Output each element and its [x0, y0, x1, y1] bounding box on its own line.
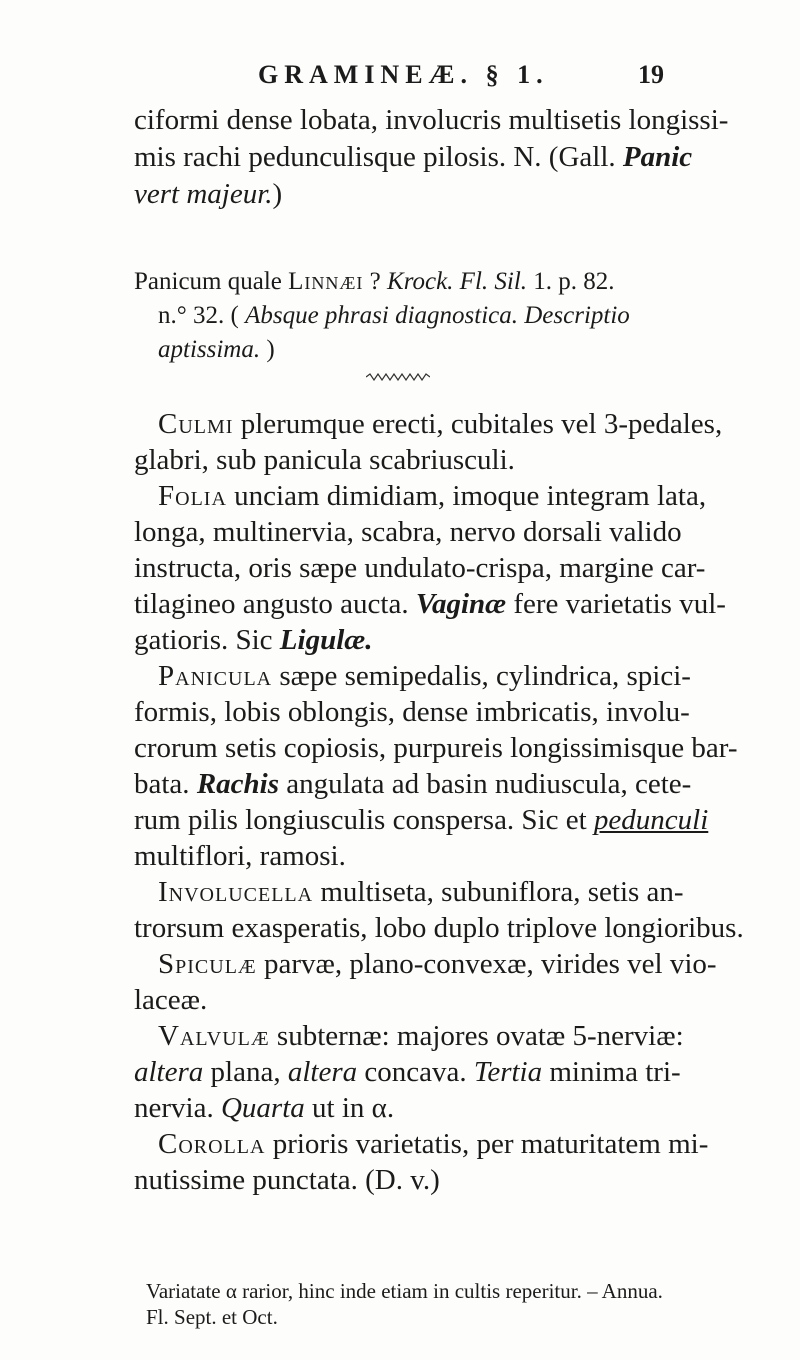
text-line: trorsum exasperatis, lobo duplo triplove longioribus. [134, 912, 744, 944]
text-line: Panicula sæpe semipedalis, cylindrica, spici- [158, 660, 691, 692]
page-number: 19 [638, 60, 664, 89]
footnote-line: Variatate α rarior, hinc inde etiam in cultis reperitur. – Annua. [146, 1279, 663, 1303]
text-line: aptissima. ) [158, 336, 275, 363]
text-line: Culmi plerumque erecti, cubitales vel 3-pedales, [158, 408, 723, 440]
text-line: crorum setis copiosis, purpureis longissimisque bar- [134, 732, 738, 764]
section-heading: Valvulæ [158, 1020, 270, 1052]
text-line: laceæ. [134, 984, 208, 1016]
description-continuation [134, 102, 729, 213]
section-heading: Spiculæ [158, 948, 257, 980]
synonymy-note [134, 265, 724, 367]
section-mark: § 1. [485, 60, 549, 89]
text-line: mis rachi pedunculisque pilosis. N. (Gall. Panic [134, 141, 693, 173]
ornamental-divider [366, 373, 430, 381]
text-line: longa, multinervia, scabra, nervo dorsali valido [134, 516, 682, 548]
text-line: gatioris. Sic Ligulæ. [134, 624, 373, 656]
species-description [134, 406, 744, 1198]
section-heading: Corolla [158, 1128, 266, 1160]
text-line: formis, lobis oblongis, dense imbricatis, involu- [134, 696, 690, 728]
vernacular-name-cont: vert majeur. [134, 178, 273, 210]
section-heading: Involucella [158, 876, 314, 908]
reference-title: Krock. Fl. Sil. [387, 268, 528, 295]
text-line: multiflori, ramosi. [134, 840, 346, 872]
vernacular-name: Panic [622, 141, 693, 173]
text-line: tilagineo angusto aucta. Vaginæ fere varietatis vul- [134, 588, 726, 620]
text-line: glabri, sub panicula scabriusculi. [134, 444, 515, 476]
running-title: GRAMINEÆ. [258, 60, 474, 89]
text-line: nervia. Quarta ut in α. [134, 1092, 395, 1124]
text-line: Valvulæ subternæ: majores ovatæ 5-nerviæ: [158, 1020, 684, 1052]
text-line: Spiculæ parvæ, plano-convexæ, virides vel vio- [158, 948, 717, 980]
text-line: ciformi dense lobata, involucris multisetis longissi- [134, 104, 729, 136]
author-name: Linnæi [288, 268, 364, 295]
text-line: n.° 32. ( Absque phrasi diagnostica. Descriptio [158, 302, 630, 329]
text-line: Corolla prioris varietatis, per maturitatem mi- [158, 1128, 709, 1160]
text-line: bata. Rachis angulata ad basin nudiuscula, cete- [134, 768, 692, 800]
section-heading: Panicula [158, 660, 273, 692]
footnote-line: Fl. Sept. et Oct. [146, 1305, 278, 1329]
text-line: altera plana, altera concava. Tertia minima tri- [134, 1056, 681, 1088]
running-header [258, 60, 664, 90]
text-line: instructa, oris sæpe undulato-crispa, margine car- [134, 552, 706, 584]
section-heading: Culmi [158, 408, 234, 440]
footnote [146, 1278, 663, 1330]
text-line: Involucella multiseta, subuniflora, setis an- [158, 876, 684, 908]
text-line: Panicum quale Linnæi ? Krock. Fl. Sil. 1. p. 82. [134, 268, 615, 295]
section-heading: Folia [158, 480, 227, 512]
text-line: rum pilis longiusculis conspersa. Sic et pedunculi [134, 804, 709, 836]
text-line: vert majeur.) [134, 178, 283, 210]
text-line: Folia unciam dimidiam, imoque integram lata, [158, 480, 707, 512]
text-line: nutissime punctata. (D. v.) [134, 1164, 440, 1196]
